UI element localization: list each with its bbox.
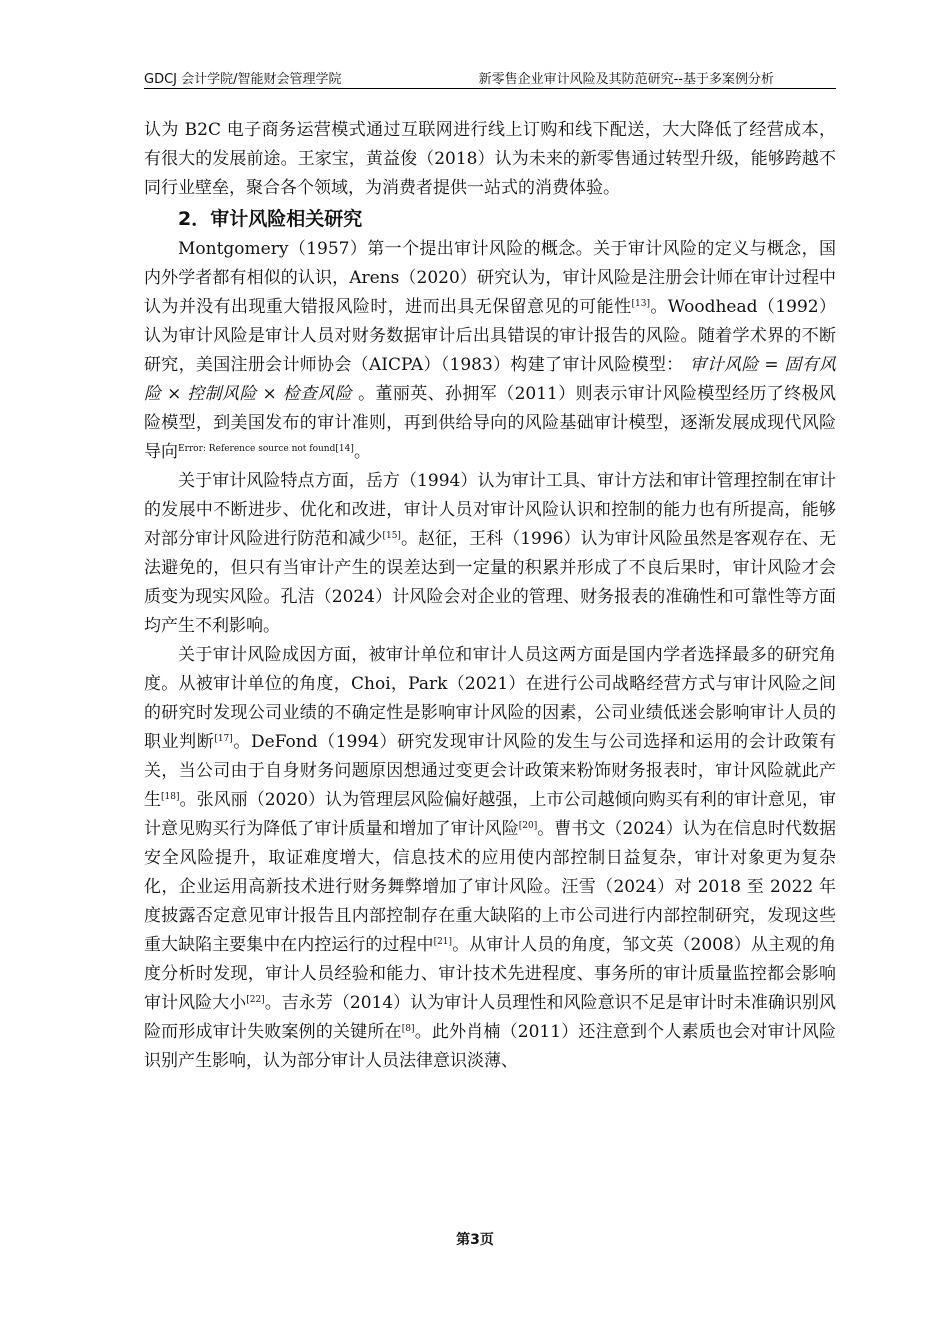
paragraph-audit-risk-causes	[144, 641, 836, 1076]
citation-14: Error: Reference source not found[14]	[178, 444, 354, 454]
text-run: 关于审计风险成因方面，被审计单位和审计人员这两方面是国内学者选择最多的研究角度。从被审计单位的角度，Choi，Park（2021）在进行公司战略经营方式与审计风险之间的研究时发现公司业绩的不确定性是影响审计风险的因素，公司业绩低迷会影响审计人员的职业判断	[144, 645, 836, 752]
text-run: 。此外肖楠（2011）还注意到个人素质也会对审计风险识别产生影响，认为部分审计人员法律意识淡薄、	[144, 1022, 837, 1071]
text-run: 。从审计人员的角度，邹文英（2008）从主观的角度分析时发现，审计人员经验和能力、审计技术先进程度、事务所的审计质量监控都会影响审计风险大小	[144, 935, 837, 1013]
citation-21: [21]	[433, 937, 453, 947]
audit-risk-formula: 审计风险 = 固有风险 × 控制风险 × 检查风险	[144, 355, 836, 404]
paragraph-audit-risk-characteristics	[144, 467, 836, 641]
citation-8: [8]	[401, 1024, 415, 1034]
text-run: 关于审计风险特点方面，岳方（1994）认为审计工具、审计方法和审计管理控制在审计的发展中不断进步、优化和改进，审计人员对审计风险认识和控制的能力也有所提高，能够对部分审计风险进行防范和减少	[144, 471, 836, 549]
page-number: 第3页	[456, 1232, 494, 1248]
text-run: 。吉永芳（2014）认为审计人员理性和风险意识不足是审计时未准确识别风险而形成审计失败案例的关键所在	[144, 993, 837, 1042]
paragraph-audit-risk-definition	[144, 235, 836, 467]
citation-17: [17]	[214, 734, 233, 744]
citation-15: [15]	[382, 531, 401, 541]
citation-18: [18]	[161, 792, 180, 802]
text-run: 。Woodhead（1992）认为审计风险是审计人员对财务数据审计后出具错误的审计报告的风险。随着学术界的不断研究，美国注册会计师协会（AICPA）（1983）构建了审计风险模型：	[144, 297, 836, 375]
header-institution: GDCJ 会计学院/智能财会管理学院	[144, 72, 342, 87]
text-run: 。	[353, 442, 371, 462]
text-run: 。张风丽（2020）认为管理层风险偏好越强，上市公司越倾向购买有利的审计意见，审计意见购买行为降低了审计质量和增加了审计风险	[144, 790, 837, 839]
section-heading: 2．审计风险相关研究	[178, 208, 363, 230]
citation-22: [22]	[246, 995, 265, 1005]
paragraph-continued: 认为 B2C 电子商务运营模式通过互联网进行线上订购和线下配送，大大降低了经营成本，有很大的发展前途。王家宝，黄益俊（2018）认为未来的新零售通过转型升级，能够跨越不同行业壁垒，聚合各个领域，为消费者提供一站式的消费体验。	[144, 120, 836, 198]
text-run: 。曹书文（2024）认为在信息时代数据安全风险提升，取证难度增大，信息技术的应用使内部控制日益复杂，审计对象更为复杂化，企业运用高新技术进行财务舞弊增加了审计风险。汪雪（2024）对 2018 至 2022 年度披露否定意见审计报告且内部控制存在重大缺陷的上市公司进行内部控制研究，发现这些重大缺陷主要集中在内控运行的过程中	[144, 819, 837, 955]
header-paper-title: 新零售企业审计风险及其防范研究--基于多案例分析	[478, 72, 774, 87]
citation-20: [20]	[518, 821, 538, 831]
page-body	[144, 116, 836, 1076]
text-run: Montgomery（1957）第一个提出审计风险的概念。关于审计风险的定义与概念，国内外学者都有相似的认识，Arens（2020）研究认为，审计风险是注册会计师在审计过程中认为并没有出现重大错报风险时，进而出具无保留意见的可能性	[144, 239, 836, 317]
text-run: 。DeFond（1994）研究发现审计风险的发生与公司选择和运用的会计政策有关，当公司由于自身财务问题原因想通过变更会计政策来粉饰财务报表时，审计风险就此产生	[144, 732, 836, 810]
citation-13: [13]	[631, 299, 650, 309]
text-run: 。赵征，王科（1996）认为审计风险虽然是客观存在、无法避免的，但只有当审计产生的误差达到一定量的积累并形成了不良后果时，审计风险才会质变为现实风险。孔洁（2024）计风险会对企业的管理、财务报表的准确性和可靠性等方面均产生不利影响。	[144, 529, 837, 636]
text-run: 。董丽英、孙拥军（2011）则表示审计风险模型经历了终极风险模型，到美国发布的审计准则，再到供给导向的风险基础审计模型，逐渐发展成现代风险导向	[144, 384, 836, 462]
page-header	[144, 66, 836, 89]
